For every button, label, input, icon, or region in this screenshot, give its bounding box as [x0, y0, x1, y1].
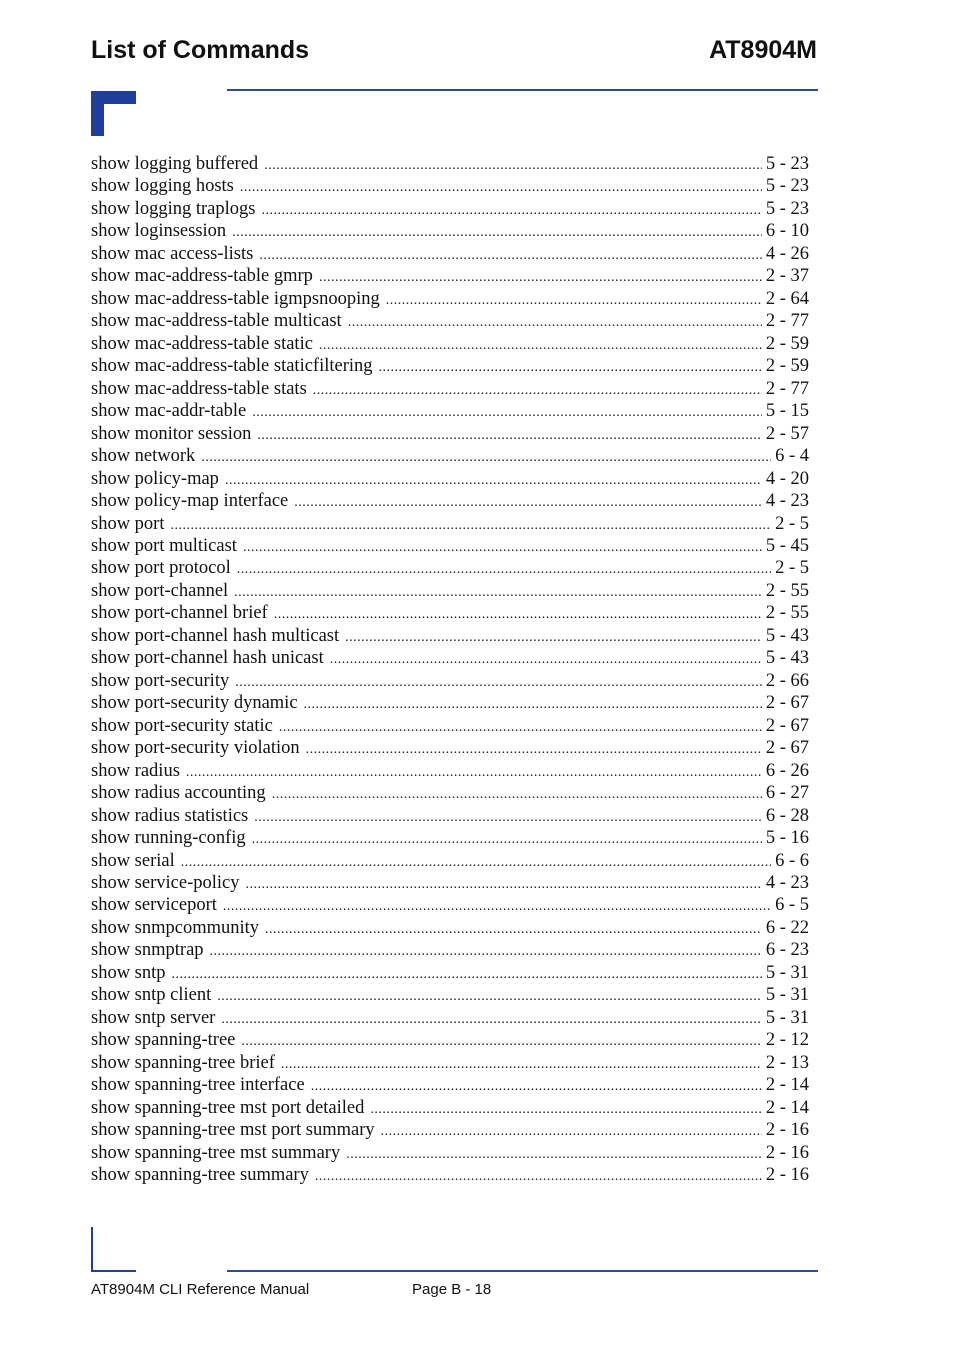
command-name: show logging traplogs	[91, 198, 256, 219]
dot-leader	[272, 784, 762, 806]
page-reference: 5 - 45	[765, 535, 809, 556]
dot-leader	[254, 807, 762, 829]
page-reference: 6 - 28	[765, 805, 809, 826]
command-name: show service-policy	[91, 873, 240, 893]
command-name: show mac-address-table staticfiltering	[91, 356, 373, 377]
page-reference: 5 - 31	[765, 1007, 809, 1028]
command-index-list	[91, 153, 809, 1187]
command-name: show sntp server	[91, 1007, 216, 1028]
page-reference: 2 - 14	[765, 1075, 809, 1096]
page-reference: 2 - 77	[765, 378, 809, 399]
command-name: show mac-address-table static	[91, 333, 313, 354]
index-entry	[91, 647, 809, 669]
dot-leader	[304, 694, 762, 716]
product-model: AT8904M	[709, 36, 817, 64]
page-reference: 6 - 4	[775, 446, 809, 467]
dot-leader	[221, 1009, 761, 1031]
dot-leader	[210, 941, 762, 963]
dot-leader	[313, 380, 762, 402]
page-reference: 2 - 13	[765, 1052, 809, 1073]
dot-leader	[319, 267, 762, 289]
command-name: show port protocol	[91, 558, 231, 579]
command-name: show spanning-tree brief	[91, 1052, 275, 1073]
command-name: show serviceport	[91, 895, 217, 916]
dot-leader	[245, 874, 761, 896]
page-reference: 4 - 23	[765, 873, 809, 893]
page-reference: 6 - 23	[765, 940, 809, 961]
index-entry	[91, 378, 809, 400]
index-entry	[91, 737, 809, 759]
index-entry	[91, 805, 809, 827]
command-name: show policy-map interface	[91, 491, 289, 512]
command-name: show spanning-tree mst port summary	[91, 1120, 375, 1141]
dot-leader	[257, 425, 761, 447]
corner-bracket-top	[91, 91, 136, 136]
index-entry	[91, 580, 809, 602]
index-entry	[91, 962, 809, 984]
command-name: show port	[91, 513, 165, 534]
dot-leader	[319, 335, 762, 357]
dot-leader	[225, 470, 762, 492]
page-reference: 2 - 55	[765, 603, 809, 624]
command-name: show loginsession	[91, 221, 227, 242]
index-entry	[91, 423, 809, 445]
command-name: show logging hosts	[91, 176, 234, 197]
dot-leader	[235, 672, 762, 694]
dot-leader	[346, 1144, 762, 1166]
command-name: show policy-map	[91, 468, 219, 489]
index-entry	[91, 557, 809, 579]
index-entry	[91, 939, 809, 961]
command-name: show port-channel brief	[91, 603, 268, 624]
page-reference: 2 - 37	[765, 266, 809, 287]
page-reference: 2 - 59	[765, 356, 809, 377]
page-reference: 6 - 5	[775, 895, 809, 916]
dot-leader	[252, 829, 762, 851]
page-reference: 2 - 16	[765, 1120, 809, 1141]
page-reference: 2 - 5	[775, 513, 809, 534]
command-name: show mac-address-table igmpsnooping	[91, 288, 380, 309]
index-entry	[91, 513, 809, 535]
index-entry	[91, 715, 809, 737]
dot-leader	[311, 1076, 762, 1098]
page-reference: 6 - 10	[765, 221, 809, 242]
page-reference: 5 - 23	[765, 176, 809, 197]
page-reference: 5 - 31	[765, 985, 809, 1006]
dot-leader	[186, 762, 762, 784]
index-entry	[91, 288, 809, 310]
command-name: show spanning-tree mst port detailed	[91, 1097, 365, 1118]
index-entry	[91, 1029, 809, 1051]
index-entry	[91, 153, 809, 175]
page-reference: 2 - 14	[765, 1097, 809, 1118]
page-reference: 2 - 57	[765, 423, 809, 444]
dot-leader	[232, 222, 762, 244]
page-title: List of Commands	[91, 36, 310, 64]
command-name: show serial	[91, 850, 175, 871]
page-reference: 6 - 22	[765, 917, 809, 938]
command-name: show spanning-tree	[91, 1030, 236, 1051]
command-name: show mac-address-table multicast	[91, 311, 342, 332]
index-entry	[91, 1074, 809, 1096]
index-entry	[91, 827, 809, 849]
command-name: show port-channel	[91, 580, 229, 601]
command-name: show snmptrap	[91, 940, 204, 961]
command-name: show mac-address-table stats	[91, 378, 307, 399]
footer-page-number: Page B - 18	[412, 1281, 492, 1298]
command-name: show port-security static	[91, 715, 273, 736]
page-reference: 2 - 5	[775, 558, 809, 579]
dot-leader	[240, 177, 762, 199]
corner-bracket-bottom	[91, 1227, 136, 1272]
command-name: show logging buffered	[91, 154, 259, 174]
dot-leader	[223, 896, 771, 918]
dot-leader	[315, 1166, 762, 1188]
page-reference: 5 - 31	[765, 962, 809, 983]
page-reference: 4 - 23	[765, 491, 809, 512]
command-name: show spanning-tree interface	[91, 1075, 305, 1096]
command-name: show port-channel hash unicast	[91, 648, 324, 669]
page-reference: 2 - 55	[765, 580, 809, 601]
page-reference: 2 - 77	[765, 311, 809, 332]
dot-leader	[234, 582, 762, 604]
index-entry	[91, 400, 809, 422]
command-name: show port-security	[91, 670, 230, 691]
page-reference: 5 - 43	[765, 648, 809, 669]
index-entry	[91, 220, 809, 242]
page-reference: 6 - 6	[775, 850, 809, 871]
dot-leader	[348, 312, 762, 334]
command-name: show port-security violation	[91, 738, 300, 759]
command-name: show radius accounting	[91, 783, 266, 804]
command-name: show mac-addr-table	[91, 401, 247, 422]
page-reference: 2 - 67	[765, 715, 809, 736]
index-entry	[91, 1052, 809, 1074]
page-reference: 5 - 23	[765, 198, 809, 219]
index-entry	[91, 175, 809, 197]
footer-manual-title: AT8904M CLI Reference Manual	[91, 1281, 310, 1298]
dot-leader	[279, 717, 762, 739]
dot-leader	[381, 1121, 762, 1143]
dot-leader	[243, 537, 762, 559]
index-entry	[91, 872, 809, 894]
index-entry	[91, 782, 809, 804]
index-entry	[91, 490, 809, 512]
header-rule	[227, 89, 818, 91]
page-reference: 2 - 64	[765, 288, 809, 309]
command-name: show spanning-tree summary	[91, 1165, 309, 1186]
command-name: show mac access-lists	[91, 243, 254, 264]
command-name: show port-security dynamic	[91, 693, 298, 714]
page-reference: 6 - 27	[765, 783, 809, 804]
page-reference: 2 - 66	[765, 670, 809, 691]
page-reference: 5 - 15	[765, 401, 809, 422]
index-entry	[91, 1164, 809, 1186]
index-entry	[91, 670, 809, 692]
dot-leader	[274, 604, 762, 626]
command-name: show port-channel hash multicast	[91, 625, 340, 646]
index-entry	[91, 535, 809, 557]
command-name: show network	[91, 446, 196, 467]
index-entry	[91, 265, 809, 287]
index-entry	[91, 625, 809, 647]
index-entry	[91, 1097, 809, 1119]
dot-leader	[345, 627, 762, 649]
command-name: show mac-address-table gmrp	[91, 266, 313, 287]
page-reference: 5 - 43	[765, 625, 809, 646]
page-reference: 2 - 12	[765, 1030, 809, 1051]
dot-leader	[259, 245, 761, 267]
dot-leader	[181, 852, 771, 874]
page-reference: 5 - 23	[765, 154, 809, 174]
index-entry	[91, 850, 809, 872]
dot-leader	[201, 447, 771, 469]
index-entry	[91, 894, 809, 916]
page-reference: 4 - 26	[765, 243, 809, 264]
command-name: show snmpcommunity	[91, 917, 260, 938]
dot-leader	[306, 739, 762, 761]
footer-rule	[227, 1270, 818, 1272]
command-name: show radius	[91, 760, 180, 781]
dot-leader	[265, 919, 762, 941]
dot-leader	[386, 290, 762, 312]
index-entry	[91, 198, 809, 220]
dot-leader	[172, 964, 762, 986]
index-entry	[91, 1007, 809, 1029]
dot-leader	[379, 357, 762, 379]
index-entry	[91, 355, 809, 377]
dot-leader	[294, 492, 762, 514]
dot-leader	[252, 402, 762, 424]
index-entry	[91, 310, 809, 332]
index-entry	[91, 984, 809, 1006]
index-entry	[91, 445, 809, 467]
dot-leader	[237, 559, 771, 581]
index-entry	[91, 1119, 809, 1141]
index-entry	[91, 602, 809, 624]
page-reference: 5 - 16	[765, 828, 809, 849]
page-reference: 2 - 67	[765, 693, 809, 714]
dot-leader	[217, 986, 762, 1008]
page-reference: 6 - 26	[765, 760, 809, 781]
page-reference: 4 - 20	[765, 468, 809, 489]
command-name: show port multicast	[91, 535, 237, 556]
index-entry	[91, 760, 809, 782]
dot-leader	[264, 155, 762, 177]
command-name: show sntp	[91, 962, 166, 983]
index-entry	[91, 333, 809, 355]
index-entry	[91, 692, 809, 714]
index-entry	[91, 1142, 809, 1164]
page-reference: 2 - 16	[765, 1142, 809, 1163]
command-name: show monitor session	[91, 423, 252, 444]
dot-leader	[330, 649, 762, 671]
dot-leader	[261, 200, 761, 222]
page-reference: 2 - 16	[765, 1165, 809, 1186]
dot-leader	[281, 1054, 762, 1076]
index-entry	[91, 243, 809, 265]
dot-leader	[171, 515, 772, 537]
page-reference: 2 - 59	[765, 333, 809, 354]
command-name: show radius statistics	[91, 805, 249, 826]
command-name: show sntp client	[91, 985, 212, 1006]
dot-leader	[370, 1099, 762, 1121]
command-name: show spanning-tree mst summary	[91, 1142, 341, 1163]
page-reference: 2 - 67	[765, 738, 809, 759]
command-name: show running-config	[91, 828, 246, 849]
index-entry	[91, 917, 809, 939]
index-entry	[91, 468, 809, 490]
dot-leader	[241, 1031, 761, 1053]
